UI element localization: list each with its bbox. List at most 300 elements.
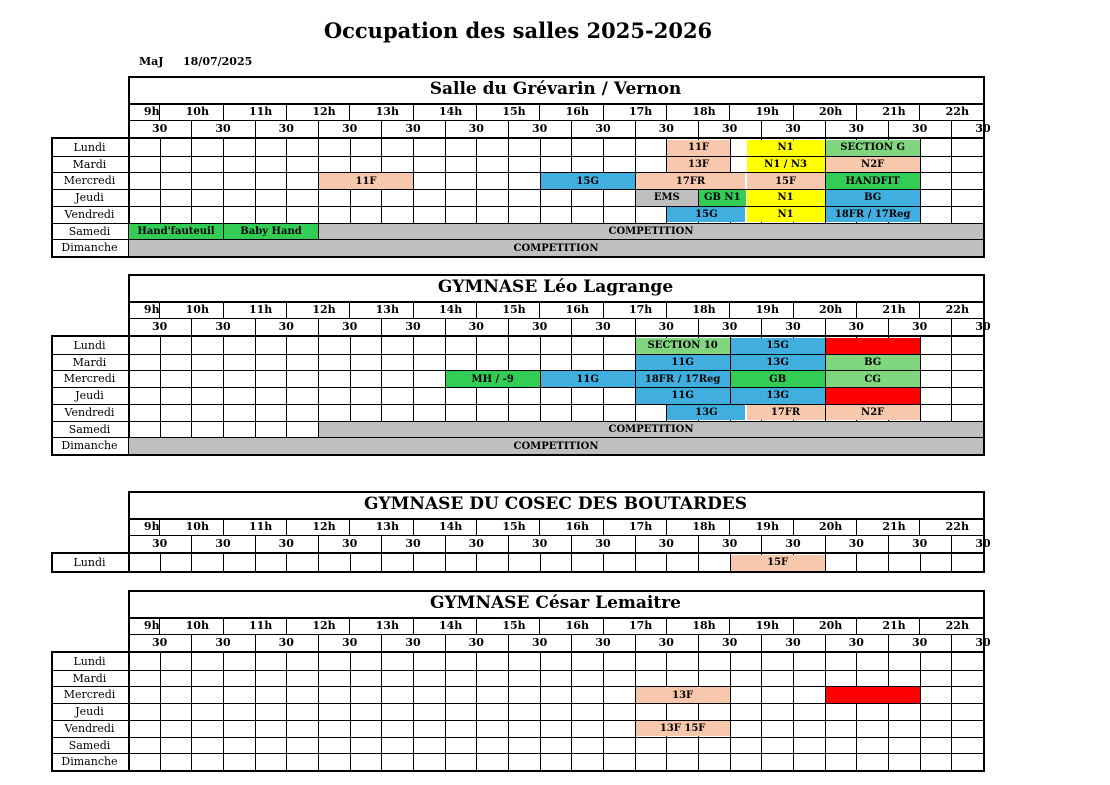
hour-tick	[159, 105, 160, 120]
booking-cell: EMS	[636, 190, 698, 206]
day-label: Lundi	[73, 339, 106, 352]
hour-tick	[286, 303, 287, 318]
hour-tick	[856, 303, 857, 318]
half-tick	[381, 535, 382, 552]
hour-label: 18h	[692, 520, 716, 533]
half-hour-label: 30	[912, 636, 928, 649]
half-tick	[825, 634, 826, 651]
hour-label: 9h	[143, 520, 160, 533]
daycol-top-border	[51, 552, 128, 554]
hour-tick	[349, 105, 350, 120]
hour-label: 10h	[185, 303, 209, 316]
half-tick	[255, 120, 256, 137]
half-tick	[318, 634, 319, 651]
booking-cell: COMPETITION	[319, 224, 983, 240]
hour-row-divider	[128, 120, 985, 121]
booking-cell: 15F	[747, 173, 825, 189]
grid-vline	[318, 554, 319, 571]
hour-tick	[349, 303, 350, 318]
hour-label: 10h	[185, 619, 209, 632]
hour-label: 12h	[312, 520, 336, 533]
day-label: Lundi	[73, 556, 106, 569]
update-date: 18/07/2025	[183, 55, 253, 68]
booking-cell: 13G	[731, 355, 825, 371]
half-hour-label: 30	[278, 636, 294, 649]
half-hour-label: 30	[658, 537, 674, 550]
booking-cell: BG	[826, 190, 920, 206]
booking-cell: CG	[826, 371, 920, 387]
hour-label: 19h	[755, 619, 779, 632]
hour-label: 18h	[692, 105, 716, 118]
day-label: Vendredi	[64, 721, 115, 735]
hour-label: 16h	[565, 520, 589, 533]
booking-cell: COMPETITION	[129, 240, 983, 256]
half-tick	[698, 535, 699, 552]
grid-vline	[603, 554, 604, 571]
half-tick	[381, 318, 382, 335]
half-hour-label: 30	[658, 320, 674, 333]
hour-tick	[476, 520, 477, 535]
hour-tick	[603, 105, 604, 120]
grid-vline	[635, 554, 636, 571]
hour-tick	[349, 520, 350, 535]
half-hour-label: 30	[215, 537, 231, 550]
half-hour-label: 30	[278, 122, 294, 135]
hour-tick	[413, 105, 414, 120]
hour-tick	[793, 619, 794, 634]
row-divider	[51, 720, 983, 721]
day-label: Lundi	[73, 141, 106, 154]
hour-tick	[349, 619, 350, 634]
hour-label: 13h	[375, 303, 399, 316]
hour-label: 9h	[143, 303, 160, 316]
hour-tick	[603, 303, 604, 318]
half-hour-label: 30	[595, 636, 611, 649]
half-tick	[761, 318, 762, 335]
booking-cell: N1	[747, 207, 825, 223]
venue-border-top	[128, 76, 985, 78]
grid-vline	[445, 554, 446, 571]
hour-label: 14h	[439, 619, 463, 632]
day-label: Dimanche	[61, 241, 118, 255]
hour-tick	[413, 303, 414, 318]
half-hour-label: 30	[912, 537, 928, 550]
grid-vline	[888, 554, 889, 571]
hour-label: 22h	[945, 303, 969, 316]
day-label: Samedi	[68, 224, 111, 238]
hour-label: 13h	[375, 619, 399, 632]
hour-label: 17h	[629, 520, 653, 533]
half-hour-label: 30	[912, 320, 928, 333]
hour-label: 14h	[439, 303, 463, 316]
hour-label: 22h	[945, 520, 969, 533]
hour-label: 10h	[185, 105, 209, 118]
daycol-top-border	[51, 137, 128, 139]
hour-label: 15h	[502, 105, 526, 118]
booking-cell: 13G	[731, 388, 825, 404]
hour-label: 12h	[312, 303, 336, 316]
hour-label: 12h	[312, 105, 336, 118]
hour-tick	[286, 520, 287, 535]
half-tick	[698, 120, 699, 137]
grid-vline	[666, 554, 667, 571]
hour-label: 20h	[819, 105, 843, 118]
half-hour-label: 30	[595, 320, 611, 333]
booking-cell: 13F	[667, 157, 729, 173]
half-hour-label: 30	[342, 122, 358, 135]
hour-label: 18h	[692, 619, 716, 632]
row-divider	[51, 703, 983, 704]
hour-tick	[666, 619, 667, 634]
hour-tick	[476, 619, 477, 634]
half-hour-label: 30	[152, 537, 168, 550]
half-tick	[381, 120, 382, 137]
booking-cell: 13F	[636, 687, 730, 703]
half-tick	[888, 120, 889, 137]
half-tick	[191, 634, 192, 651]
grid-vline	[920, 554, 921, 571]
grid-vline	[698, 554, 699, 571]
hour-tick	[476, 303, 477, 318]
booking-cell: 18FR / 17Reg	[826, 207, 920, 223]
grid-vline	[413, 554, 414, 571]
half-tick	[825, 535, 826, 552]
page-title: Occupation des salles 2025-2026	[323, 18, 713, 43]
day-label: Mercredi	[63, 174, 116, 188]
hour-tick	[223, 105, 224, 120]
booking-cell: 15G	[667, 207, 745, 223]
half-tick	[698, 634, 699, 651]
hour-label: 21h	[882, 520, 906, 533]
booking-cell: 15G	[731, 338, 825, 354]
hour-label: 20h	[819, 520, 843, 533]
half-hour-label: 30	[785, 320, 801, 333]
grid-vline	[286, 554, 287, 571]
half-tick	[318, 318, 319, 335]
half-tick	[951, 634, 952, 651]
venue-border-top	[128, 491, 985, 493]
grid-vline	[350, 554, 351, 571]
hour-tick	[539, 520, 540, 535]
half-tick	[255, 634, 256, 651]
hour-tick	[539, 105, 540, 120]
half-tick	[761, 634, 762, 651]
half-hour-label: 30	[405, 537, 421, 550]
half-hour-label: 30	[532, 320, 548, 333]
venue-bottom-border	[51, 454, 985, 456]
half-hour-label: 30	[468, 537, 484, 550]
half-tick	[761, 535, 762, 552]
booking-cell: N1 / N3	[747, 157, 825, 173]
half-hour-label: 30	[658, 122, 674, 135]
hour-row-divider	[128, 634, 985, 635]
hour-label: 19h	[755, 105, 779, 118]
half-tick	[255, 318, 256, 335]
hour-tick	[223, 520, 224, 535]
half-hour-label: 30	[785, 636, 801, 649]
hour-label: 16h	[565, 619, 589, 632]
half-hour-label: 30	[532, 122, 548, 135]
hour-tick	[856, 520, 857, 535]
hour-label: 21h	[882, 303, 906, 316]
hour-tick	[666, 105, 667, 120]
hour-label: 16h	[565, 105, 589, 118]
half-hour-label: 30	[975, 122, 991, 135]
booking-cell: 15G	[541, 173, 635, 189]
half-hour-label: 30	[468, 320, 484, 333]
half-tick	[191, 120, 192, 137]
half-tick	[255, 535, 256, 552]
half-tick	[951, 318, 952, 335]
half-tick	[761, 120, 762, 137]
booking-cell: N1	[747, 140, 825, 156]
hour-tick	[159, 619, 160, 634]
hour-tick	[729, 520, 730, 535]
hour-tick	[539, 303, 540, 318]
hour-label: 19h	[755, 303, 779, 316]
booking-cell: SECTION G	[826, 140, 920, 156]
half-tick	[191, 318, 192, 335]
hour-label: 21h	[882, 105, 906, 118]
half-hour-label: 30	[215, 320, 231, 333]
half-hour-label: 30	[215, 122, 231, 135]
booking-cell: 13F 15F	[636, 721, 730, 737]
hour-tick	[919, 619, 920, 634]
booking-cell: N2F	[826, 157, 920, 173]
booking-cell: Baby Hand	[224, 224, 318, 240]
booking-cell: N1	[747, 190, 825, 206]
half-tick	[571, 120, 572, 137]
half-hour-label: 30	[342, 537, 358, 550]
venue-bottom-border	[51, 256, 985, 258]
hour-tick	[793, 105, 794, 120]
half-hour-label: 30	[215, 636, 231, 649]
hour-tick	[159, 520, 160, 535]
half-hour-label: 30	[848, 636, 864, 649]
hour-tick	[793, 303, 794, 318]
booking-cell: Hand'fauteuil	[129, 224, 223, 240]
half-tick	[318, 535, 319, 552]
day-label: Mercredi	[63, 688, 116, 702]
hour-label: 21h	[882, 619, 906, 632]
hour-tick	[919, 303, 920, 318]
hour-tick	[223, 619, 224, 634]
hour-row-divider	[128, 318, 985, 319]
half-hour-label: 30	[532, 537, 548, 550]
booking-cell	[826, 687, 920, 703]
grid-vline	[508, 554, 509, 571]
half-tick	[445, 634, 446, 651]
hour-tick	[159, 303, 160, 318]
hour-tick	[856, 105, 857, 120]
update-label: MaJ	[139, 55, 164, 68]
hour-label: 11h	[249, 303, 273, 316]
hour-tick	[856, 619, 857, 634]
booking-cell: 18FR / 17Reg	[636, 371, 730, 387]
half-tick	[445, 120, 446, 137]
half-hour-label: 30	[278, 320, 294, 333]
half-tick	[635, 634, 636, 651]
day-label: Dimanche	[61, 755, 118, 769]
booking-cell: 17FR	[747, 405, 825, 421]
day-label: Jeudi	[75, 389, 104, 403]
daycol-top-border	[51, 335, 128, 337]
half-hour-label: 30	[975, 320, 991, 333]
half-tick	[571, 634, 572, 651]
hour-tick	[223, 303, 224, 318]
half-hour-label: 30	[848, 537, 864, 550]
half-hour-label: 30	[912, 122, 928, 135]
hour-label: 17h	[629, 303, 653, 316]
half-tick	[951, 120, 952, 137]
booking-cell: HANDFIT	[826, 173, 920, 189]
day-label: Vendredi	[64, 207, 115, 221]
half-tick	[888, 535, 889, 552]
half-hour-label: 30	[152, 636, 168, 649]
half-tick	[508, 634, 509, 651]
hour-label: 13h	[375, 105, 399, 118]
hour-label: 11h	[249, 105, 273, 118]
half-hour-label: 30	[848, 320, 864, 333]
daycol-top-border	[51, 651, 128, 653]
half-hour-label: 30	[595, 122, 611, 135]
booking-cell: BG	[826, 355, 920, 371]
hour-tick	[793, 520, 794, 535]
hour-label: 15h	[502, 303, 526, 316]
venue-name: GYMNASE César Lemaitre	[429, 593, 681, 613]
half-hour-label: 30	[342, 320, 358, 333]
hour-label: 9h	[143, 619, 160, 632]
half-hour-label: 30	[595, 537, 611, 550]
grid-vline	[856, 554, 857, 571]
booking-cell: 17FR	[636, 173, 746, 189]
hour-label: 14h	[439, 105, 463, 118]
grid-vline	[951, 554, 952, 571]
hour-label: 17h	[629, 105, 653, 118]
booking-cell: 13G	[667, 405, 745, 421]
booking-cell: COMPETITION	[319, 422, 983, 438]
hour-tick	[413, 619, 414, 634]
half-tick	[191, 535, 192, 552]
day-label: Lundi	[73, 655, 106, 668]
half-hour-label: 30	[405, 636, 421, 649]
half-tick	[825, 318, 826, 335]
hour-tick	[729, 303, 730, 318]
booking-cell: SECTION 10	[636, 338, 730, 354]
hour-tick	[666, 303, 667, 318]
day-label: Mercredi	[63, 372, 116, 386]
half-hour-label: 30	[722, 122, 738, 135]
hour-tick	[286, 105, 287, 120]
half-tick	[635, 535, 636, 552]
half-tick	[571, 535, 572, 552]
hour-label: 13h	[375, 520, 399, 533]
half-hour-label: 30	[975, 636, 991, 649]
booking-cell: GB	[731, 371, 825, 387]
hour-label: 18h	[692, 303, 716, 316]
half-hour-label: 30	[152, 320, 168, 333]
hour-label: 17h	[629, 619, 653, 632]
booking-cell: 15F	[731, 555, 825, 571]
half-hour-label: 30	[405, 122, 421, 135]
half-hour-label: 30	[278, 537, 294, 550]
hour-tick	[729, 619, 730, 634]
booking-cell: GB N1	[699, 190, 746, 206]
day-label: Jeudi	[75, 191, 104, 205]
hour-tick	[729, 105, 730, 120]
day-label: Mardi	[72, 157, 107, 171]
half-tick	[508, 535, 509, 552]
hour-label: 11h	[249, 520, 273, 533]
half-hour-label: 30	[785, 537, 801, 550]
half-tick	[825, 120, 826, 137]
row-divider	[51, 670, 983, 671]
hour-tick	[919, 520, 920, 535]
venue-border-top	[128, 274, 985, 276]
half-tick	[888, 634, 889, 651]
hour-label: 19h	[755, 520, 779, 533]
hour-label: 15h	[502, 520, 526, 533]
half-tick	[635, 318, 636, 335]
half-hour-label: 30	[342, 636, 358, 649]
booking-cell: 11F	[319, 173, 413, 189]
half-hour-label: 30	[658, 636, 674, 649]
hour-tick	[286, 619, 287, 634]
half-tick	[445, 318, 446, 335]
hour-row-divider	[128, 535, 985, 536]
day-label: Mardi	[72, 355, 107, 369]
row-divider	[51, 737, 983, 738]
hour-label: 16h	[565, 303, 589, 316]
day-label: Dimanche	[61, 439, 118, 453]
day-label: Samedi	[68, 422, 111, 436]
half-tick	[571, 318, 572, 335]
half-hour-label: 30	[468, 636, 484, 649]
day-label: Samedi	[68, 738, 111, 752]
booking-cell: COMPETITION	[129, 438, 983, 454]
daycol-right-border	[128, 552, 130, 572]
half-hour-label: 30	[152, 122, 168, 135]
day-label: Jeudi	[75, 705, 104, 719]
hour-label: 22h	[945, 105, 969, 118]
booking-cell	[826, 388, 920, 404]
half-hour-label: 30	[468, 122, 484, 135]
half-hour-label: 30	[532, 636, 548, 649]
grid-vline	[223, 554, 224, 571]
hour-label: 20h	[819, 303, 843, 316]
venue-name: Salle du Grévarin / Vernon	[429, 79, 682, 99]
half-tick	[318, 120, 319, 137]
booking-cell: 11G	[636, 388, 730, 404]
hour-tick	[603, 520, 604, 535]
grid-vline	[191, 554, 192, 571]
hour-tick	[413, 520, 414, 535]
half-hour-label: 30	[405, 320, 421, 333]
half-tick	[698, 318, 699, 335]
half-hour-label: 30	[722, 320, 738, 333]
half-tick	[508, 318, 509, 335]
half-hour-label: 30	[975, 537, 991, 550]
half-tick	[508, 120, 509, 137]
half-tick	[951, 535, 952, 552]
half-tick	[635, 120, 636, 137]
hour-label: 11h	[249, 619, 273, 632]
venue-bottom-border	[51, 571, 985, 573]
half-tick	[888, 318, 889, 335]
hour-tick	[476, 105, 477, 120]
grid-vline	[540, 554, 541, 571]
grid-vline	[571, 554, 572, 571]
